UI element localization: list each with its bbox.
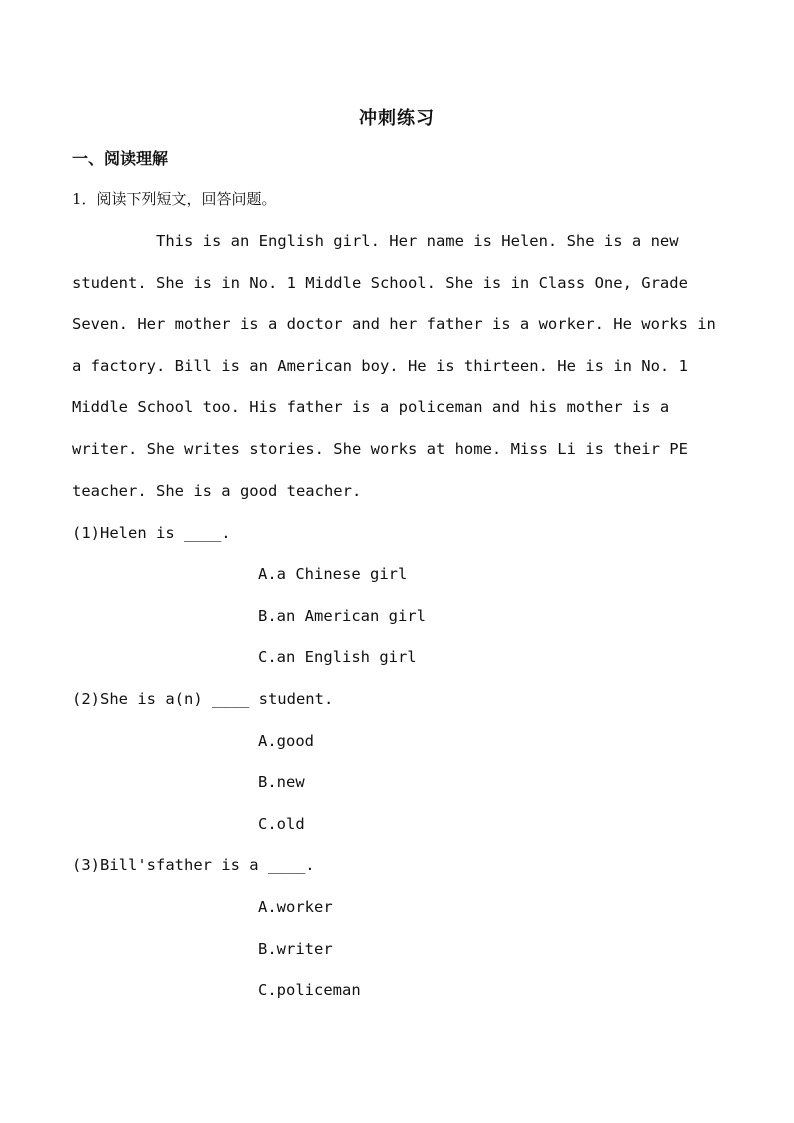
question-3-option-a: A.worker — [258, 898, 333, 916]
page-title: 冲刺练习 — [359, 108, 435, 129]
section-heading: 一、阅读理解 — [72, 149, 169, 168]
question-2-stem: (2)She is a(n) ____ student. — [72, 690, 334, 708]
question-3-option-b: B.writer — [258, 940, 333, 958]
question-1-stem: (1)Helen is ____. — [72, 524, 231, 542]
question-3-option-c: C.policeman — [258, 981, 361, 999]
question-1-option-a: A.a Chinese girl — [258, 565, 408, 583]
question-2-option-a: A.good — [258, 732, 314, 750]
question-instruction: 1．阅读下列短文，回答问题。 — [72, 190, 277, 208]
reading-passage: This is an English girl. Her name is Helen. She is a new student. She is in No. 1 Middle School. She is in Class One, Grade Seven. Her mother is a doctor and her father is a worker. He works in a factory. Bill is an American boy. He is thirteen. He is in No. 1 Middle School too. His father is a policeman and his mother is a writer. She writes stories. She works at home. Miss Li is their PE teacher. She is a good teacher. — [72, 232, 716, 500]
question-1-option-b: B.an American girl — [258, 607, 426, 625]
question-1-option-c: C.an English girl — [258, 648, 417, 666]
question-2-option-c: C.old — [258, 815, 305, 833]
question-2-option-b: B.new — [258, 773, 305, 791]
question-3-stem: (3)Bill'sfather is a ____. — [72, 856, 315, 874]
